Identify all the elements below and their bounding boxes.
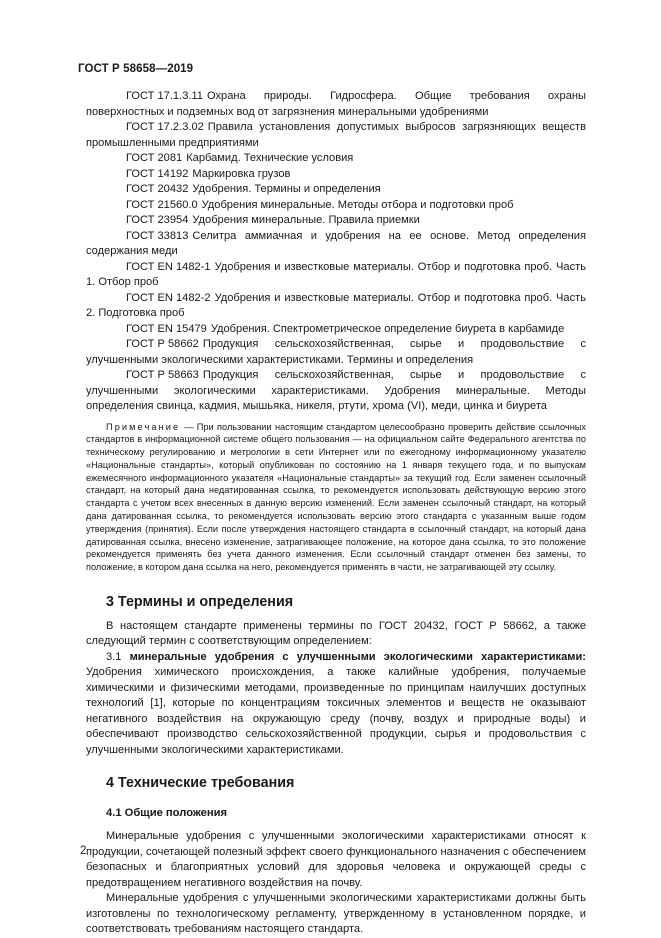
- document-header: ГОСТ Р 58658—2019: [78, 63, 194, 75]
- references-note: [86, 421, 586, 575]
- reference-title: Продукция сельскохозяйственная, сырье и продовольствие с улучшенными экологическими характеристиками. Удобрения минеральные. Методы определения свинца, кадмия, мышьяка, никеля, ртути, хрома (VI), меди, цинка и биурета: [86, 369, 586, 412]
- note-text: — При пользовании настоящим стандартом целесообразно проверить действие ссылочных стандартов в информационной системе общего пользования — на официальном сайте Федерального агентства по техническому регулированию и метрологии в сети Интернет или по ежегодному информационному указателю «Национальные стандарты», который опубликован по состоянию на 1 января текущего года, и по выпускам ежемесячного информационного указателя «Национальные стандарты» за текущий год. Если заменен ссылочный стандарт, на который дана недатированная ссылка, то рекомендуется использовать действующую версию этого стандарта с учетом всех внесенных в данную версию изменений. Если заменен ссылочный стандарт, на который дана датированная ссылка, то рекомендуется использовать версию этого стандарта с указанным выше годом утверждения (принятия). Если после утверждения настоящего стандарта в ссылочный стандарт, на который дана датированная ссылка, внесено изменение, затрагивающее положение, на которое дана ссылка, то это положение рекомендуется применять без учета данного изменения. Если ссылочный стандарт отменен без замены, то положение, в котором дана ссылка на него, рекомендуется применять в части, не затрагивающей эту ссылку.: [86, 421, 586, 573]
- reference-item: [86, 322, 586, 338]
- section-3-intro: В настоящем стандарте применены термины по ГОСТ 20432, ГОСТ Р 58662, а также следующий термин с соответствующим определением:: [86, 619, 586, 648]
- reference-title: Удобрения и известковые материалы. Отбор и подготовка проб. Часть 1. Отбор проб: [86, 260, 586, 288]
- document-body: [86, 89, 586, 938]
- reference-code: ГОСТ 2081: [126, 152, 183, 164]
- reference-item: [86, 89, 586, 120]
- reference-code: ГОСТ 33813: [126, 229, 189, 242]
- section-3-heading: 3 Термины и определения: [106, 594, 294, 611]
- paragraph: Минеральные удобрения с улучшенными экологическими характеристиками относят к продукции, сочетающей полезный эффект своего функционального назначения с обеспечением безопасных и благоприятных условий для здоровья человека и окружающей среды с предотвращением негативного воздействия на почву.: [86, 830, 586, 889]
- reference-item: [86, 337, 586, 368]
- reference-code: ГОСТ 20432: [126, 183, 189, 195]
- reference-item: [86, 182, 586, 198]
- reference-code: ГОСТ EN 1482-1: [126, 260, 211, 273]
- reference-code: ГОСТ Р 58662: [126, 338, 199, 350]
- reference-title: Удобрения минеральные. Методы отбора и подготовки проб: [201, 198, 514, 211]
- term-name: минеральные удобрения с улучшенными экологическими характеристиками:: [129, 650, 586, 663]
- reference-title: Удобрения. Спектрометрическое определение биурета в карбамиде: [210, 322, 565, 335]
- reference-code: ГОСТ EN 15479: [126, 322, 207, 335]
- reference-item: [86, 291, 586, 322]
- reference-item: [86, 260, 586, 291]
- reference-title: Удобрения минеральные. Правила приемки: [192, 214, 420, 226]
- reference-item: [86, 151, 586, 167]
- normative-references-list: [86, 89, 586, 415]
- reference-title: Правила установления допустимых выбросов загрязняющих веществ промышленными предприятиями: [86, 121, 586, 149]
- reference-title: Маркировка грузов: [192, 167, 291, 180]
- reference-item: [86, 198, 586, 214]
- subsection-4-1-heading: 4.1 Общие положения: [106, 806, 228, 819]
- reference-title: Удобрения. Термины и определения: [192, 183, 381, 195]
- reference-title: Удобрения и известковые материалы. Отбор и подготовка проб. Часть 2. Подготовка проб: [86, 291, 586, 319]
- reference-code: ГОСТ 23954: [126, 214, 189, 226]
- reference-code: ГОСТ Р 58663: [126, 369, 199, 381]
- paragraph: Минеральные удобрения с улучшенными экологическими характеристиками должны быть изготовлены по технологическому регламенту, утвержденному в установленном порядке, и соответствовать требованиям настоящего стандарта.: [86, 892, 586, 936]
- reference-item: [86, 229, 586, 260]
- note-label: Примечание: [106, 421, 181, 432]
- reference-title: Карбамид. Технические условия: [186, 152, 354, 164]
- reference-item: [86, 120, 586, 151]
- term-definition-text: Удобрения химического происхождения, а также калийные удобрения, получаемые химическими и физическими методами, произведенные по принципам наилучших доступных технологий [1], которые по концентрациям токсичных элементов и веществ не оказывают негативного воздействия на окружающую среду (почву, воздух и природные воды) и обеспечивают производство сельскохозяйственной продукции, сырья и продовольствия с улучшенными экологическими характеристиками.: [86, 666, 586, 756]
- reference-item: [86, 213, 586, 229]
- reference-code: ГОСТ 17.2.3.02: [126, 121, 204, 133]
- reference-title: Охрана природы. Гидросфера. Общие требования охраны поверхностных и подземных вод от загрязнения минеральными удобрениями: [86, 90, 586, 118]
- reference-item: [86, 167, 586, 183]
- page-number: 2: [80, 845, 87, 857]
- reference-title: Селитра аммиачная и удобрения на ее основе. Метод определения содержания меди: [86, 229, 586, 257]
- section-4-heading: 4 Технические требования: [106, 775, 295, 792]
- term-number: 3.1: [106, 650, 122, 663]
- reference-code: ГОСТ EN 1482-2: [126, 291, 211, 304]
- reference-code: ГОСТ 14192: [126, 167, 189, 180]
- term-definition: [86, 650, 586, 759]
- reference-code: ГОСТ 21560.0: [126, 198, 198, 211]
- reference-title: Продукция сельскохозяйственная, сырье и продовольствие с улучшенными экологическими характеристиками. Термины и определения: [86, 338, 586, 366]
- reference-code: ГОСТ 17.1.3.11: [126, 90, 203, 102]
- reference-item: [86, 368, 586, 415]
